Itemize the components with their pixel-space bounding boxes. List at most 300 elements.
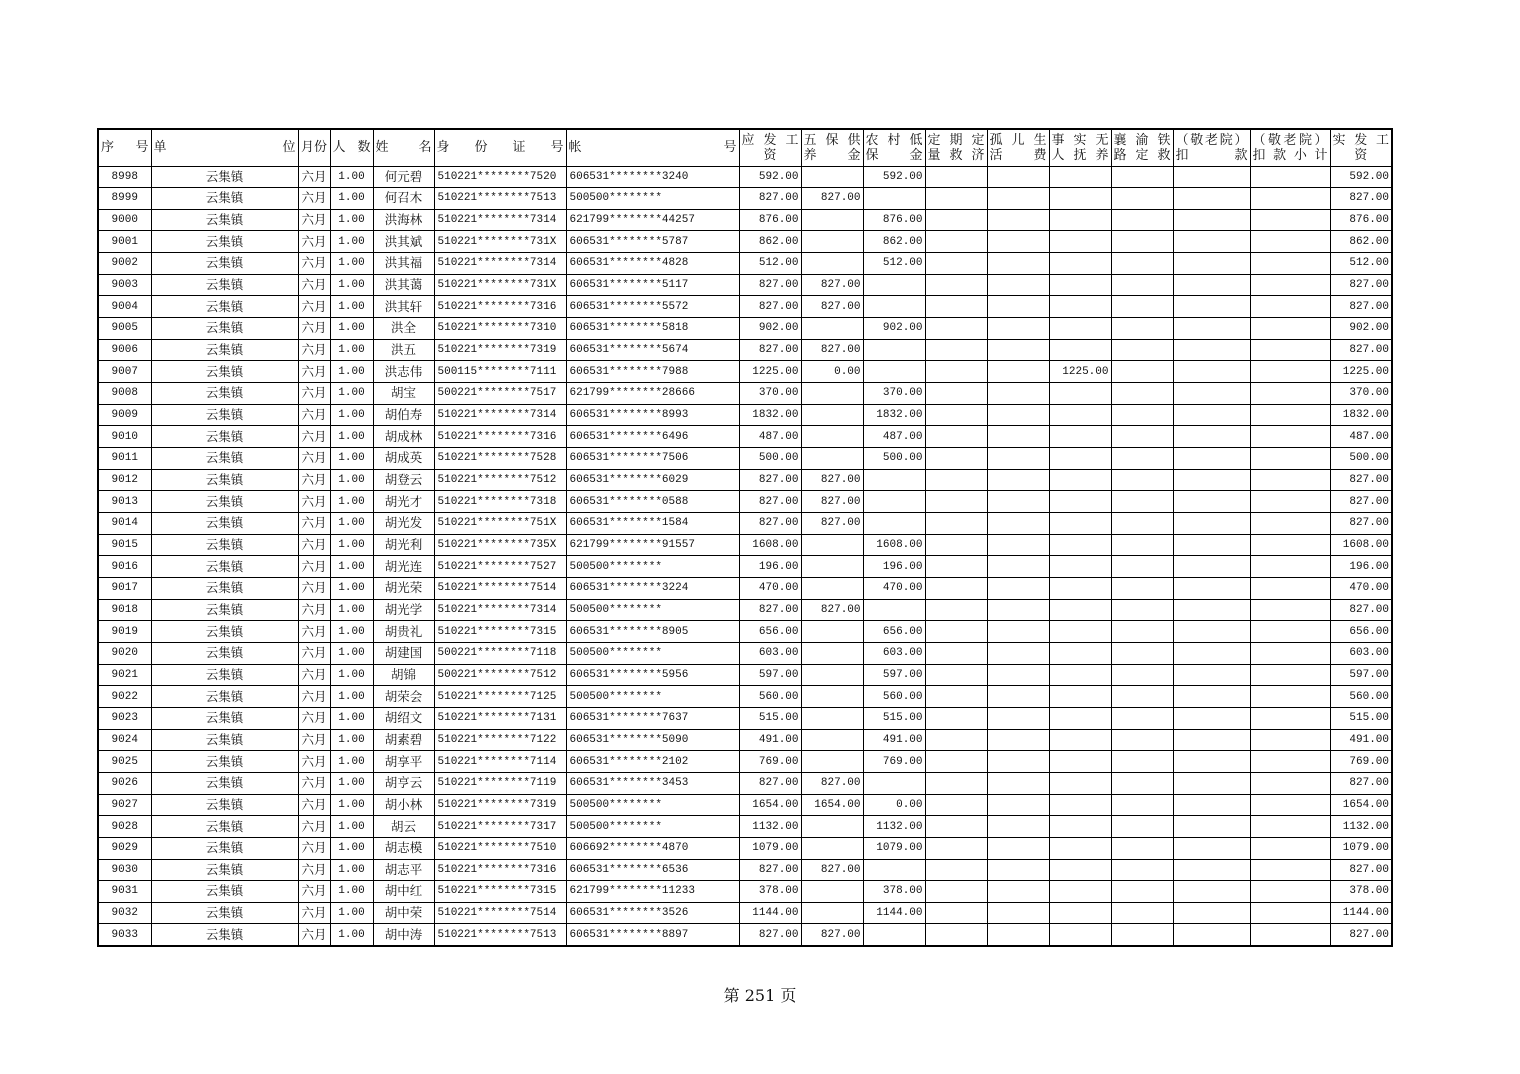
table-header [98, 129, 1392, 166]
cell-seq: 9015 [98, 534, 151, 556]
col-header-unsupported-line2: 人 抚 养 [1051, 147, 1109, 163]
cell-orphan [987, 707, 1049, 729]
cell-month: 六月 [298, 469, 330, 491]
cell-orphan [987, 361, 1049, 383]
cell-count: 1.00 [330, 166, 373, 188]
cell-xiangyu [1111, 837, 1173, 859]
cell-dibao: 592.00 [863, 166, 925, 188]
cell-gross-pay: 487.00 [739, 426, 801, 448]
cell-dingliang [925, 166, 987, 188]
cell-orphan [987, 859, 1049, 881]
cell-month: 六月 [298, 902, 330, 924]
cell-month: 六月 [298, 707, 330, 729]
cell-account: 606531********5956 [566, 664, 739, 686]
cell-nursing-subtotal [1250, 448, 1330, 470]
col-header-account [566, 129, 739, 166]
table-row [98, 209, 1392, 231]
cell-unit: 云集镇 [151, 621, 298, 643]
cell-wubao: 827.00 [801, 513, 863, 535]
cell-name: 胡绍文 [373, 707, 434, 729]
col-header-wubao [801, 129, 863, 166]
col-header-dibao-line1: 农 村 低 [865, 132, 923, 148]
cell-name: 洪全 [373, 318, 434, 340]
cell-unit: 云集镇 [151, 318, 298, 340]
cell-gross-pay: 827.00 [739, 469, 801, 491]
cell-dibao: 491.00 [863, 729, 925, 751]
cell-unsupported [1049, 296, 1111, 318]
cell-name: 胡中红 [373, 881, 434, 903]
cell-net-pay: 378.00 [1330, 881, 1392, 903]
cell-nursing-subtotal [1250, 491, 1330, 513]
cell-name: 洪其蔼 [373, 274, 434, 296]
cell-gross-pay: 827.00 [739, 296, 801, 318]
cell-net-pay: 827.00 [1330, 274, 1392, 296]
cell-net-pay: 560.00 [1330, 686, 1392, 708]
cell-month: 六月 [298, 404, 330, 426]
cell-name: 胡光发 [373, 513, 434, 535]
cell-dingliang [925, 859, 987, 881]
cell-unit: 云集镇 [151, 339, 298, 361]
cell-month: 六月 [298, 577, 330, 599]
cell-dibao: 487.00 [863, 426, 925, 448]
cell-xiangyu [1111, 426, 1173, 448]
cell-unsupported [1049, 751, 1111, 773]
cell-unit: 云集镇 [151, 296, 298, 318]
cell-month: 六月 [298, 166, 330, 188]
cell-xiangyu [1111, 621, 1173, 643]
col-header-nursing-deduct-line2: 扣 款 [1175, 147, 1248, 163]
cell-month: 六月 [298, 751, 330, 773]
table-row [98, 404, 1392, 426]
table-row [98, 794, 1392, 816]
cell-nursing-deduct [1173, 534, 1250, 556]
cell-account: 606531********4828 [566, 253, 739, 275]
cell-name: 胡志模 [373, 837, 434, 859]
cell-net-pay: 1832.00 [1330, 404, 1392, 426]
cell-unit: 云集镇 [151, 772, 298, 794]
cell-xiangyu [1111, 686, 1173, 708]
cell-id-number: 510221********7513 [434, 924, 566, 946]
cell-gross-pay: 827.00 [739, 924, 801, 946]
col-header-gross-pay-line2: 资 [763, 147, 777, 163]
cell-gross-pay: 1225.00 [739, 361, 801, 383]
col-header-orphan-line2: 活 费 [989, 147, 1047, 163]
cell-count: 1.00 [330, 621, 373, 643]
cell-account: 606531********5818 [566, 318, 739, 340]
cell-seq: 9016 [98, 556, 151, 578]
cell-gross-pay: 500.00 [739, 448, 801, 470]
cell-orphan [987, 556, 1049, 578]
col-header-dingliang-line2: 量 救 济 [927, 147, 985, 163]
cell-xiangyu [1111, 707, 1173, 729]
cell-account: 606531********5090 [566, 729, 739, 751]
cell-dibao [863, 859, 925, 881]
cell-dingliang [925, 816, 987, 838]
cell-dingliang [925, 253, 987, 275]
cell-wubao: 827.00 [801, 274, 863, 296]
cell-nursing-subtotal [1250, 859, 1330, 881]
cell-id-number: 510221********7318 [434, 491, 566, 513]
cell-account: 606531********1584 [566, 513, 739, 535]
cell-nursing-deduct [1173, 448, 1250, 470]
cell-dingliang [925, 231, 987, 253]
col-header-xiangyu [1111, 129, 1173, 166]
cell-name: 洪海林 [373, 209, 434, 231]
cell-xiangyu [1111, 188, 1173, 210]
cell-unit: 云集镇 [151, 686, 298, 708]
cell-unsupported [1049, 816, 1111, 838]
cell-nursing-deduct [1173, 209, 1250, 231]
cell-count: 1.00 [330, 837, 373, 859]
cell-xiangyu [1111, 231, 1173, 253]
cell-dibao: 196.00 [863, 556, 925, 578]
cell-nursing-subtotal [1250, 274, 1330, 296]
cell-xiangyu [1111, 642, 1173, 664]
cell-nursing-deduct [1173, 794, 1250, 816]
cell-month: 六月 [298, 729, 330, 751]
cell-name: 胡中荣 [373, 902, 434, 924]
cell-count: 1.00 [330, 426, 373, 448]
cell-nursing-subtotal [1250, 318, 1330, 340]
cell-xiangyu [1111, 318, 1173, 340]
cell-seq: 9026 [98, 772, 151, 794]
table-row [98, 166, 1392, 188]
col-header-seq [98, 129, 151, 166]
col-header-count-label: 人 数 [332, 140, 371, 156]
cell-orphan [987, 924, 1049, 946]
cell-net-pay: 827.00 [1330, 599, 1392, 621]
cell-count: 1.00 [330, 772, 373, 794]
cell-nursing-deduct [1173, 383, 1250, 405]
cell-wubao [801, 816, 863, 838]
cell-seq: 9030 [98, 859, 151, 881]
cell-nursing-deduct [1173, 924, 1250, 946]
table-row [98, 924, 1392, 946]
cell-nursing-deduct [1173, 513, 1250, 535]
cell-nursing-subtotal [1250, 794, 1330, 816]
cell-net-pay: 512.00 [1330, 253, 1392, 275]
cell-dibao: 378.00 [863, 881, 925, 903]
cell-unsupported [1049, 599, 1111, 621]
cell-month: 六月 [298, 924, 330, 946]
cell-count: 1.00 [330, 296, 373, 318]
cell-id-number: 500221********7118 [434, 642, 566, 664]
cell-unit: 云集镇 [151, 534, 298, 556]
cell-xiangyu [1111, 859, 1173, 881]
cell-net-pay: 1225.00 [1330, 361, 1392, 383]
cell-dingliang [925, 751, 987, 773]
cell-dingliang [925, 534, 987, 556]
cell-seq: 9003 [98, 274, 151, 296]
cell-name: 胡中涛 [373, 924, 434, 946]
cell-nursing-subtotal [1250, 881, 1330, 903]
cell-dibao [863, 274, 925, 296]
cell-dibao: 1132.00 [863, 816, 925, 838]
cell-wubao [801, 881, 863, 903]
cell-id-number: 510221********7514 [434, 902, 566, 924]
cell-orphan [987, 751, 1049, 773]
cell-wubao [801, 642, 863, 664]
cell-count: 1.00 [330, 231, 373, 253]
cell-unsupported [1049, 642, 1111, 664]
cell-month: 六月 [298, 209, 330, 231]
col-header-dibao-line2: 保 金 [865, 147, 923, 163]
col-header-unsupported [1049, 129, 1111, 166]
cell-unit: 云集镇 [151, 816, 298, 838]
cell-net-pay: 876.00 [1330, 209, 1392, 231]
cell-dingliang [925, 383, 987, 405]
col-header-month-label: 月份 [300, 140, 327, 156]
cell-dibao: 470.00 [863, 577, 925, 599]
cell-nursing-deduct [1173, 859, 1250, 881]
cell-gross-pay: 827.00 [739, 491, 801, 513]
table-row [98, 599, 1392, 621]
cell-name: 胡伯寿 [373, 404, 434, 426]
cell-dingliang [925, 209, 987, 231]
cell-account: 606531********0588 [566, 491, 739, 513]
cell-account: 606531********3240 [566, 166, 739, 188]
cell-unsupported [1049, 339, 1111, 361]
col-header-seq-label: 序 号 [101, 140, 149, 156]
cell-nursing-subtotal [1250, 469, 1330, 491]
table-row [98, 859, 1392, 881]
cell-seq: 9009 [98, 404, 151, 426]
cell-dingliang [925, 924, 987, 946]
cell-orphan [987, 296, 1049, 318]
cell-dibao: 1832.00 [863, 404, 925, 426]
cell-dingliang [925, 469, 987, 491]
col-header-account-label: 帐 号 [568, 140, 737, 156]
cell-dibao: 1608.00 [863, 534, 925, 556]
cell-name: 胡小林 [373, 794, 434, 816]
cell-net-pay: 597.00 [1330, 664, 1392, 686]
cell-seq: 9006 [98, 339, 151, 361]
cell-dingliang [925, 729, 987, 751]
cell-gross-pay: 827.00 [739, 772, 801, 794]
cell-orphan [987, 491, 1049, 513]
cell-gross-pay: 370.00 [739, 383, 801, 405]
cell-account: 606531********7506 [566, 448, 739, 470]
cell-id-number: 510221********7131 [434, 707, 566, 729]
cell-month: 六月 [298, 772, 330, 794]
cell-seq: 9029 [98, 837, 151, 859]
col-header-dingliang-line1: 定 期 定 [927, 132, 985, 148]
cell-gross-pay: 560.00 [739, 686, 801, 708]
cell-dingliang [925, 404, 987, 426]
cell-count: 1.00 [330, 318, 373, 340]
cell-unsupported [1049, 729, 1111, 751]
cell-name: 胡光利 [373, 534, 434, 556]
cell-account: 606531********6029 [566, 469, 739, 491]
cell-id-number: 510221********7314 [434, 209, 566, 231]
cell-nursing-subtotal [1250, 686, 1330, 708]
cell-nursing-subtotal [1250, 296, 1330, 318]
cell-net-pay: 827.00 [1330, 924, 1392, 946]
table-row [98, 274, 1392, 296]
cell-seq: 9014 [98, 513, 151, 535]
cell-nursing-deduct [1173, 318, 1250, 340]
cell-nursing-deduct [1173, 881, 1250, 903]
cell-nursing-subtotal [1250, 816, 1330, 838]
cell-account: 606531********7637 [566, 707, 739, 729]
cell-orphan [987, 188, 1049, 210]
cell-unsupported [1049, 383, 1111, 405]
cell-nursing-deduct [1173, 166, 1250, 188]
cell-orphan [987, 339, 1049, 361]
cell-unsupported [1049, 772, 1111, 794]
col-header-xiangyu-line2: 路 定 救 [1113, 147, 1171, 163]
cell-wubao [801, 577, 863, 599]
cell-count: 1.00 [330, 491, 373, 513]
cell-account: 621799********11233 [566, 881, 739, 903]
cell-net-pay: 470.00 [1330, 577, 1392, 599]
cell-wubao: 827.00 [801, 339, 863, 361]
cell-seq: 9005 [98, 318, 151, 340]
cell-xiangyu [1111, 166, 1173, 188]
cell-dingliang [925, 664, 987, 686]
cell-gross-pay: 196.00 [739, 556, 801, 578]
cell-seq: 9002 [98, 253, 151, 275]
cell-gross-pay: 827.00 [739, 274, 801, 296]
cell-unsupported [1049, 274, 1111, 296]
cell-dingliang [925, 426, 987, 448]
cell-nursing-subtotal [1250, 902, 1330, 924]
cell-count: 1.00 [330, 404, 373, 426]
cell-id-number: 510221********7512 [434, 469, 566, 491]
cell-name: 胡宝 [373, 383, 434, 405]
cell-net-pay: 827.00 [1330, 296, 1392, 318]
cell-xiangyu [1111, 448, 1173, 470]
cell-id-number: 510221********7513 [434, 188, 566, 210]
table-row [98, 816, 1392, 838]
cell-unit: 云集镇 [151, 383, 298, 405]
cell-unsupported [1049, 318, 1111, 340]
cell-xiangyu [1111, 274, 1173, 296]
cell-month: 六月 [298, 599, 330, 621]
table-row [98, 751, 1392, 773]
table-row [98, 318, 1392, 340]
cell-account: 606531********8905 [566, 621, 739, 643]
cell-month: 六月 [298, 556, 330, 578]
cell-net-pay: 1654.00 [1330, 794, 1392, 816]
cell-unsupported [1049, 469, 1111, 491]
cell-nursing-subtotal [1250, 188, 1330, 210]
cell-count: 1.00 [330, 383, 373, 405]
cell-unsupported [1049, 404, 1111, 426]
cell-wubao: 827.00 [801, 469, 863, 491]
cell-account: 606531********2102 [566, 751, 739, 773]
cell-net-pay: 1132.00 [1330, 816, 1392, 838]
cell-nursing-subtotal [1250, 339, 1330, 361]
cell-id-number: 510221********7317 [434, 816, 566, 838]
cell-month: 六月 [298, 426, 330, 448]
cell-count: 1.00 [330, 816, 373, 838]
cell-dibao: 370.00 [863, 383, 925, 405]
cell-unsupported [1049, 491, 1111, 513]
cell-dibao [863, 772, 925, 794]
cell-account: 606531********3453 [566, 772, 739, 794]
cell-account: 606531********8897 [566, 924, 739, 946]
cell-unit: 云集镇 [151, 404, 298, 426]
cell-unsupported [1049, 881, 1111, 903]
cell-name: 胡贵礼 [373, 621, 434, 643]
cell-nursing-deduct [1173, 253, 1250, 275]
cell-unsupported [1049, 686, 1111, 708]
cell-dingliang [925, 318, 987, 340]
cell-dingliang [925, 772, 987, 794]
cell-unsupported [1049, 794, 1111, 816]
cell-account: 606531********6496 [566, 426, 739, 448]
cell-month: 六月 [298, 837, 330, 859]
cell-unit: 云集镇 [151, 361, 298, 383]
cell-net-pay: 370.00 [1330, 383, 1392, 405]
cell-unit: 云集镇 [151, 166, 298, 188]
cell-unit: 云集镇 [151, 188, 298, 210]
cell-gross-pay: 597.00 [739, 664, 801, 686]
cell-month: 六月 [298, 274, 330, 296]
cell-seq: 9011 [98, 448, 151, 470]
col-header-unsupported-line1: 事 实 无 [1051, 132, 1109, 148]
cell-dibao [863, 513, 925, 535]
table-row [98, 253, 1392, 275]
cell-seq: 9022 [98, 686, 151, 708]
cell-nursing-subtotal [1250, 166, 1330, 188]
cell-id-number: 510221********7122 [434, 729, 566, 751]
cell-seq: 9027 [98, 794, 151, 816]
cell-nursing-subtotal [1250, 707, 1330, 729]
cell-nursing-deduct [1173, 707, 1250, 729]
cell-count: 1.00 [330, 881, 373, 903]
col-header-id-number [434, 129, 566, 166]
table-row [98, 534, 1392, 556]
cell-net-pay: 515.00 [1330, 707, 1392, 729]
cell-account: 621799********44257 [566, 209, 739, 231]
cell-xiangyu [1111, 339, 1173, 361]
cell-seq: 9004 [98, 296, 151, 318]
cell-unsupported [1049, 664, 1111, 686]
cell-nursing-subtotal [1250, 383, 1330, 405]
cell-net-pay: 656.00 [1330, 621, 1392, 643]
cell-nursing-subtotal [1250, 404, 1330, 426]
cell-account: 606531********3224 [566, 577, 739, 599]
col-header-gross-pay-line1: 应 发 工 [741, 132, 799, 148]
cell-gross-pay: 876.00 [739, 209, 801, 231]
cell-net-pay: 196.00 [1330, 556, 1392, 578]
data-table [97, 128, 1393, 947]
cell-nursing-subtotal [1250, 253, 1330, 275]
cell-xiangyu [1111, 209, 1173, 231]
cell-nursing-deduct [1173, 296, 1250, 318]
header-row [98, 129, 1392, 166]
cell-name: 胡光才 [373, 491, 434, 513]
cell-dibao: 1079.00 [863, 837, 925, 859]
cell-id-number: 510221********7316 [434, 296, 566, 318]
cell-dibao: 512.00 [863, 253, 925, 275]
cell-gross-pay: 1608.00 [739, 534, 801, 556]
cell-net-pay: 827.00 [1330, 339, 1392, 361]
cell-nursing-deduct [1173, 837, 1250, 859]
cell-wubao [801, 383, 863, 405]
cell-gross-pay: 902.00 [739, 318, 801, 340]
cell-nursing-deduct [1173, 188, 1250, 210]
cell-name: 胡光学 [373, 599, 434, 621]
cell-month: 六月 [298, 881, 330, 903]
cell-net-pay: 1079.00 [1330, 837, 1392, 859]
cell-orphan [987, 794, 1049, 816]
cell-net-pay: 769.00 [1330, 751, 1392, 773]
cell-month: 六月 [298, 296, 330, 318]
cell-wubao [801, 534, 863, 556]
